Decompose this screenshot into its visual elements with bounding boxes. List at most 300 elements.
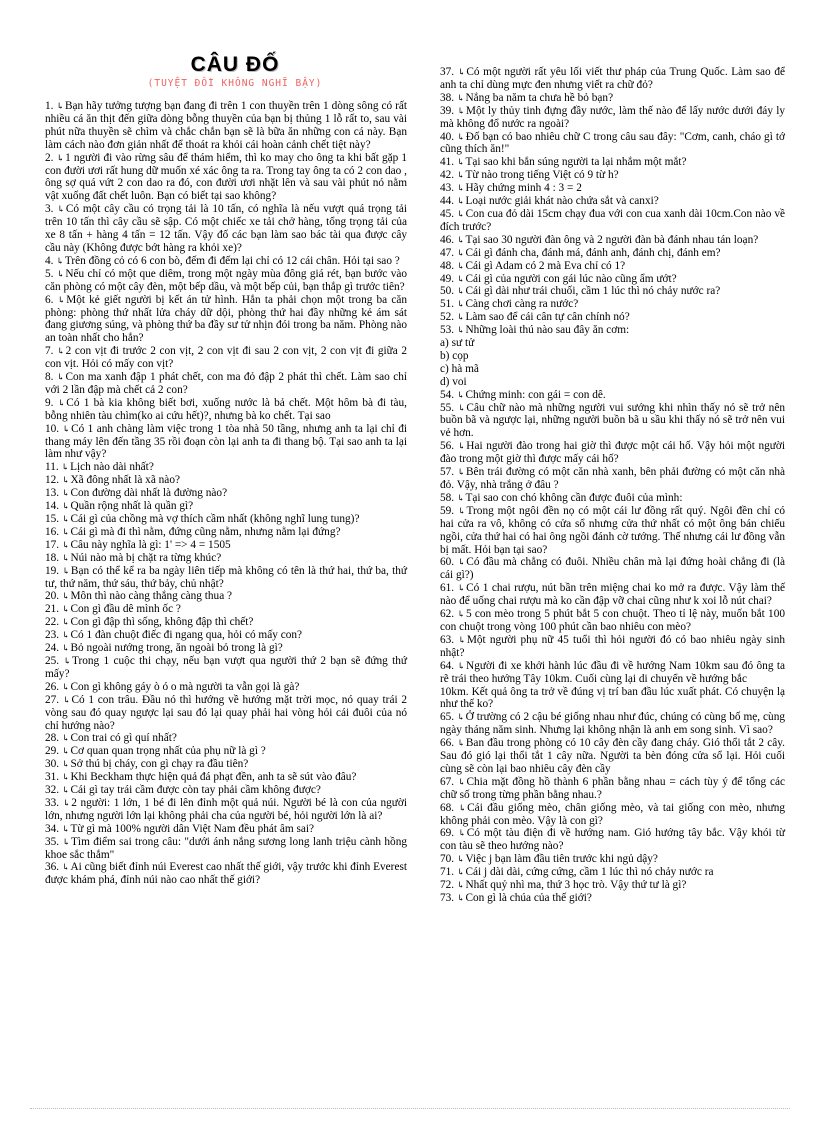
bullet-mark-icon: ↳ [457, 467, 466, 478]
riddle-item [440, 350, 785, 363]
riddle-number: 33. [45, 796, 60, 809]
riddle-text: Có 1 đàn chuột điếc đi ngang qua, hỏi có mấy con? [70, 629, 303, 642]
riddle-text: Càng chơi càng ra nước? [465, 298, 579, 311]
riddle-text: Con cua đỏ dài 15cm chạy đua với con cua xanh dài 10cm.Con nào về đích trước? [440, 207, 785, 233]
riddle-item [45, 681, 407, 694]
riddle-item [45, 255, 407, 268]
bullet-mark-icon: ↳ [456, 157, 465, 168]
riddle-item [45, 745, 407, 758]
bullet-mark-icon: ↳ [457, 583, 466, 594]
riddle-item [45, 861, 407, 887]
riddle-item [45, 268, 407, 294]
bullet-mark-icon: ↳ [61, 862, 70, 873]
bullet-mark-icon: ↳ [457, 738, 465, 749]
bullet-mark-icon: ↳ [457, 131, 465, 142]
riddle-item [45, 100, 407, 152]
riddle-text: Con ma xanh đập 1 phát chết, con ma đỏ đập 2 phát thì chết. Làm sao chỉ với 2 lần đập mà chết cả 2 con? [45, 371, 407, 396]
riddle-number: 30. [45, 758, 60, 771]
bullet-mark-icon: ↳ [61, 746, 70, 757]
riddle-text: Núi nào mà bị chặt ra từng khúc? [70, 551, 222, 564]
right-column [440, 66, 785, 905]
bullet-mark-icon: ↳ [456, 196, 465, 207]
riddle-text: Từ nào trong tiếng Việt có 9 từ h? [465, 169, 619, 182]
riddle-number: 38. [440, 91, 455, 104]
riddle-number: 18. [45, 551, 60, 564]
riddle-text: Cái gì Adam có 2 mà Eva chỉ có 1? [465, 259, 626, 272]
riddle-text: 2 người: 1 lớn, 1 bé đi lên đỉnh một quả núi. Người bé là con của người lớn, nhưng người lớn lại không phải cha của người bé, hỏi người lớn là ai? [45, 796, 407, 822]
bullet-mark-icon: ↳ [456, 325, 465, 336]
riddle-item [45, 461, 407, 474]
riddle-item [45, 513, 407, 526]
riddle-number: 48. [440, 259, 455, 272]
riddle-number: b) [440, 349, 450, 362]
riddle-number: 5. [45, 267, 54, 280]
riddle-text: Một ly thủy tinh đựng đầy nước, làm thế nào để lấy nước dưới đáy ly mà không đổ nước ra ngoài? [440, 104, 785, 130]
riddle-item [440, 311, 785, 324]
riddle-number: 50. [440, 285, 455, 298]
bullet-mark-icon: ↳ [61, 604, 70, 615]
bullet-mark-icon: ↳ [62, 836, 71, 847]
riddle-number: 27. [45, 693, 60, 706]
riddle-number: 66. [440, 737, 455, 750]
riddle-text: Bên trái đường có một căn nhà xanh, bên phải đường có một căn nhà đỏ. Vậy, nhà trắng ở đâu ? [440, 466, 785, 491]
riddle-text: Tại sao con chó không cần được đuôi của mình: [465, 491, 683, 504]
riddle-number: 14. [45, 500, 60, 513]
riddle-number: c) [440, 362, 449, 375]
riddle-item [45, 152, 407, 204]
riddle-text: Có một tàu điện đi về hướng nam. Gió hướng tây bắc. Vậy khói từ con tàu sẽ theo hướng nào? [440, 827, 785, 853]
riddle-number: 60. [440, 556, 455, 569]
riddle-item [440, 634, 785, 660]
riddle-item [440, 466, 785, 492]
bullet-mark-icon: ↳ [62, 694, 71, 705]
riddle-item [440, 492, 785, 505]
riddle-number: 46. [440, 233, 455, 246]
riddle-text: Con gì đầu dê mình ốc ? [70, 603, 181, 616]
bullet-mark-icon: ↳ [61, 630, 70, 641]
bullet-mark-icon: ↳ [457, 712, 465, 723]
riddle-number: 40. [440, 130, 455, 143]
riddle-text: Con gì không gáy ò ó o mà người ta vẫn gọi là gà? [70, 680, 300, 693]
bullet-mark-icon: ↳ [63, 655, 71, 666]
riddle-item [440, 402, 785, 441]
riddle-item [45, 474, 407, 487]
bullet-mark-icon: ↳ [456, 260, 465, 271]
riddle-number: 54. [440, 388, 455, 401]
bullet-mark-icon: ↳ [457, 505, 466, 516]
riddle-text: Sở thú bị cháy, con gì chạy ra đầu tiên? [70, 758, 249, 771]
bottom-dotted-divider [30, 1108, 790, 1109]
riddle-number: 10. [45, 422, 60, 435]
bullet-mark-icon: ↳ [456, 286, 465, 297]
bullet-mark-icon: ↳ [56, 101, 64, 111]
riddle-number: 62. [440, 608, 455, 621]
riddle-text: Có 1 anh chàng làm việc trong 1 tòa nhà 50 tầng, nhưng anh ta lại chỉ đi thang máy lên đến tầng 35 rồi đoạn còn lại anh ta đi thang bộ. Tại sao anh ta lại làm như vậy? [45, 422, 407, 461]
riddle-text: Có 1 con trâu. Đầu nó thì hướng về hướng mặt trời mọc, nó quay trái 2 vòng sau đó quay ngược lại sau đó lại quay phải hai vòng hỏi cái đuôi của nó chỉ hướng nào? [45, 693, 407, 732]
riddle-number: 16. [45, 525, 60, 538]
riddle-item [45, 526, 407, 539]
riddle-number: 44. [440, 195, 455, 208]
bullet-mark-icon: ↳ [456, 492, 465, 503]
riddle-item [45, 565, 407, 591]
bullet-mark-icon: ↳ [61, 501, 70, 512]
riddle-number: 1. [45, 100, 54, 112]
riddle-number: 9. [45, 396, 54, 409]
bullet-mark-icon: ↳ [61, 823, 70, 834]
riddle-text: 2 con vịt đi trước 2 con vịt, 2 con vịt đi sau 2 con vịt, 2 con vịt đi giữa 2 con vịt. Hỏi có mấy con vịt? [45, 345, 408, 371]
bullet-mark-icon: ↳ [61, 643, 70, 654]
riddle-item [440, 827, 785, 853]
riddle-text: cọp [452, 349, 469, 362]
riddle-item [440, 866, 785, 879]
bullet-mark-icon: ↳ [61, 488, 70, 499]
bullet-mark-icon: ↳ [57, 397, 66, 408]
bullet-mark-icon: ↳ [457, 609, 465, 620]
riddle-number: 23. [45, 629, 60, 642]
riddle-number: 45. [440, 207, 455, 220]
riddle-number: 42. [440, 169, 455, 182]
bullet-mark-icon: ↳ [61, 462, 70, 473]
riddle-number: 24. [45, 642, 60, 655]
riddle-text: Cái gì tay trái cầm được còn tay phải cầm không được? [70, 784, 321, 797]
riddle-item [440, 234, 785, 247]
riddle-item [45, 797, 407, 823]
bullet-mark-icon: ↳ [456, 893, 465, 903]
riddle-number: 41. [440, 156, 455, 169]
riddle-number: 20. [45, 590, 60, 603]
bullet-mark-icon: ↳ [456, 880, 465, 891]
riddle-text: Trên đồng cỏ có 6 con bò, đếm đi đếm lại chỉ có 12 cái chân. Hỏi tại sao ? [64, 254, 400, 267]
left-column [45, 100, 407, 887]
bullet-mark-icon: ↳ [57, 346, 65, 357]
bullet-mark-icon: ↳ [457, 402, 466, 413]
bullet-mark-icon: ↳ [61, 591, 70, 602]
riddle-item [440, 66, 785, 92]
riddle-item [440, 660, 785, 712]
bullet-mark-icon: ↳ [57, 294, 66, 305]
bullet-mark-icon: ↳ [457, 67, 466, 77]
bullet-mark-icon: ↳ [56, 372, 65, 383]
riddle-number: 71. [440, 866, 455, 879]
riddle-number: 6. [45, 293, 54, 306]
riddle-text: Đố bạn có bao nhiêu chữ C trong câu sau đây: "Cơm, canh, cháo gì tớ cũng thích ăn!" [440, 130, 785, 156]
riddle-text: Ai cũng biết đỉnh núi Everest cao nhất thế giới, vậy trước khi đỉnh Everest được khám phá, đỉnh núi nào cao nhất thế giới? [45, 861, 407, 887]
bullet-mark-icon: ↳ [457, 208, 465, 219]
riddle-text: Câu chữ nào mà những người vui sướng khi nhìn thấy nó sẽ trở nên buồn bã và ngược lại, những người buồn bã u sầu khi thấy nó sẽ trở nên vui vẻ hơn. [440, 401, 785, 440]
riddle-item [440, 195, 785, 208]
bullet-mark-icon: ↳ [56, 152, 65, 163]
riddle-number: 73. [440, 892, 455, 904]
riddle-text: hà mã [451, 362, 479, 375]
riddle-number: 58. [440, 491, 455, 504]
bullet-mark-icon: ↳ [61, 733, 70, 744]
riddle-number: 56. [440, 440, 455, 453]
bullet-mark-icon: ↳ [61, 772, 70, 783]
bullet-mark-icon: ↳ [61, 785, 70, 796]
riddle-number: 8. [45, 371, 54, 384]
riddle-item [440, 879, 785, 892]
riddle-item [45, 397, 407, 423]
bullet-mark-icon: ↳ [457, 441, 466, 452]
riddle-text: 1 người đi vào rừng sâu để thám hiểm, thì ko may cho ông ta khi bất gặp 1 con đười ươi rất hung dữ muốn xé xác ông ta ra. Trong tay ông ta có 2 con dao , ông sợ quá vứt 2 con dao ra đó, con đười ươi nhặt lên và sau vài phút nó nằm vật xuống đất chết luôn. Bạn có biết tại sao không? [45, 151, 408, 203]
riddle-number: 37. [440, 66, 455, 78]
riddle-item [440, 776, 785, 802]
riddle-item [440, 440, 785, 466]
riddle-text: Bỏ ngoài nướng trong, ăn ngoài bỏ trong là gì? [70, 642, 283, 655]
riddle-text: Việc j bạn làm đầu tiên trước khi ngủ dậy? [465, 853, 658, 866]
riddle-item [440, 131, 785, 157]
riddle-text: Con gì là chúa của thế giới? [465, 892, 592, 904]
riddle-number: 49. [440, 272, 455, 285]
riddle-item [45, 784, 407, 797]
riddle-text: Nắng ba năm ta chưa hề bỏ bạn? [465, 91, 614, 104]
riddle-number: 7. [45, 345, 54, 358]
bullet-mark-icon: ↳ [457, 776, 466, 787]
bullet-mark-icon: ↳ [61, 514, 70, 524]
bullet-mark-icon: ↳ [456, 389, 465, 400]
riddle-text: Cơ quan quan trọng nhất của phụ nữ là gì ? [70, 745, 266, 758]
riddle-text: Có đầu mà chẳng có đuôi. Nhiều chân mà lại đứng hoài chẳng đi (là cái gì?) [440, 556, 785, 582]
riddle-item [440, 105, 785, 131]
riddle-text: Cái gì mà đi thì nằm, đứng cũng nằm, nhưng nằm lại đứng? [70, 525, 341, 538]
riddle-text: Xã đông nhất là xã nào? [70, 474, 180, 487]
riddle-text: Câu này nghĩa là gì: 1' => 4 = 1505 [70, 538, 231, 551]
riddle-item [45, 642, 407, 655]
bullet-mark-icon: ↳ [61, 552, 70, 563]
riddle-text: Nhất quỷ nhì ma, thứ 3 học trò. Vậy thứ tư là gì? [465, 879, 687, 892]
riddle-text: Một người phụ nữ 45 tuổi thì hỏi người đó có bao nhiêu ngày sinh nhật? [440, 633, 785, 659]
riddle-number: 17. [45, 538, 60, 551]
riddle-item [45, 629, 407, 642]
riddle-text: Quần rộng nhất là quần gì? [70, 500, 194, 513]
bullet-mark-icon: ↳ [456, 312, 465, 323]
bullet-mark-icon: ↳ [456, 867, 465, 878]
riddle-item [45, 758, 407, 771]
riddle-number: 39. [440, 104, 455, 117]
riddle-item [45, 345, 407, 371]
riddle-number: 22. [45, 616, 60, 629]
riddle-item [45, 823, 407, 836]
riddle-number: 63. [440, 633, 455, 646]
riddle-text: Người đi xe khởi hành lúc đầu đi về hướng Nam 10km sau đó ông ta rẽ trái theo hướng Tây 10km. Cuối cùng lại di chuyển về hướng bắc 10km. Kết quả ông ta trở về đúng vị trí ban đầu lúc xuất phát. Có chuyện lạ như thế ko? [440, 659, 785, 711]
riddle-item [440, 182, 785, 195]
riddle-text: Ban đầu trong phòng có 10 cây đèn cầy đang cháy. Gió thổi tắt 2 cây. Sau đó gió lại thổi tắt 1 cây nữa. Người ta bèn đóng cửa sổ lại. Hỏi cuối cùng sẽ còn lại bao nhiêu cây đèn cầy [440, 737, 785, 775]
riddle-text: Trong một ngôi đền nọ có một cái lư đồng rất quý. Ngôi đền chỉ có hai cửa ra vô, không có cửa sổ nhưng cửa thứ nhất có một ông bán chiếu ngồi, cửa thứ hai có hai ông ngồi đánh cờ tướng. Thế nhưng cái lư đồng vẫn bị mất. Hỏi bạn tại sao? [440, 504, 786, 556]
riddle-text: Cái gì dài như trái chuối, cầm 1 lúc thì nó chảy nước ra? [465, 285, 721, 298]
riddle-number: 3. [45, 203, 54, 216]
bullet-mark-icon: ↳ [61, 617, 70, 628]
riddle-number: 70. [440, 853, 455, 866]
bullet-mark-icon: ↳ [56, 255, 64, 266]
riddle-item [45, 487, 407, 500]
riddle-number: 47. [440, 246, 455, 259]
riddle-number: 43. [440, 182, 455, 195]
riddle-text: Con trai có gì quí nhất? [70, 732, 177, 745]
bullet-mark-icon: ↳ [457, 557, 466, 568]
riddle-number: 13. [45, 487, 60, 500]
riddle-item [440, 156, 785, 169]
bullet-mark-icon: ↳ [457, 105, 465, 116]
riddle-text: Trong 1 cuộc thi chạy, nếu bạn vượt qua người thứ 2 bạn sẽ đứng thứ mấy? [45, 654, 407, 680]
riddle-text: Có một cây cầu có trọng tải là 10 tấn, có nghĩa là nếu vượt quá trọng tải trên 10 tấn thì cây cầu sẽ sập. Có một chiếc xe tải chở hàng, tổng trọng tải của xe 8 tấn + hàng 4 tấn = 12 tấn. Vậy đố các bạn làm sao bác tài qua được cây cầu này (Không được bớt hàng ra khỏi xe)? [45, 203, 407, 254]
riddle-text: Tìm điểm sai trong câu: "dưới ánh nắng sương long lanh triệu cành hồng khoe sắc thắm" [45, 835, 407, 861]
riddle-item [440, 208, 785, 234]
riddle-text: Lịch nào dài nhất? [70, 461, 154, 474]
riddle-text: Nếu chỉ có một que diêm, trong một ngày mùa đông giá rét, bạn bước vào căn phòng có một cây đèn, một bếp dầu, và một bếp củi, bạn thắp gì trước tiên? [45, 267, 408, 293]
riddle-item [440, 802, 785, 828]
riddle-number: 26. [45, 680, 60, 693]
riddle-number: 19. [45, 564, 60, 577]
page-subtitle: (TUYỆT ĐỐI KHÔNG NGHĨ BẬY) [147, 78, 323, 89]
riddle-item [440, 737, 785, 776]
riddle-item [440, 285, 785, 298]
riddle-item [440, 298, 785, 311]
riddle-text: Tại sao 30 người đàn ông và 2 người đàn bà đánh nhau tán loạn? [465, 233, 759, 246]
riddle-item [45, 371, 407, 397]
riddle-item [440, 363, 785, 376]
bullet-mark-icon: ↳ [456, 170, 465, 181]
bullet-mark-icon: ↳ [456, 247, 465, 258]
riddle-number: 52. [440, 311, 455, 324]
bullet-mark-icon: ↳ [458, 828, 466, 839]
riddle-number: 67. [440, 775, 455, 788]
bullet-mark-icon: ↳ [456, 92, 465, 103]
riddle-text: Một kẻ giết người bị kết án tử hình. Hắn ta phải chọn một trong ba căn phòng: phòng thứ nhất lửa cháy dữ dội, phòng thứ hai đầy những kẻ ám sát đang giương súng, và phòng thứ ba đầy sư tử nhịn đói trong ba năm. Phòng nào an toàn nhất cho hắn? [45, 293, 408, 345]
riddle-item [45, 590, 407, 603]
riddle-number: a) [440, 337, 449, 350]
riddle-text: Có 1 chai rượu, nút bần trên miệng chai ko mở ra được. Vậy làm thế nào để uống chai rượu mà ko cần đập vỡ chai cũng như k xoi lỗ nút chai? [440, 582, 785, 608]
bullet-mark-icon: ↳ [456, 234, 465, 245]
riddle-item [45, 294, 407, 346]
riddle-text: Khi Beckham thực hiện quả đá phạt đền, anh ta sẽ sút vào đâu? [70, 771, 357, 784]
riddle-text: Những loài thú nào sau đây ăn cơm: [465, 324, 630, 337]
riddle-number: 61. [440, 582, 455, 595]
bullet-mark-icon: ↳ [456, 183, 465, 194]
bullet-mark-icon: ↳ [61, 539, 70, 550]
riddle-item [440, 324, 785, 337]
riddle-item [440, 505, 785, 557]
riddle-number: 25. [45, 654, 60, 667]
riddle-number: 59. [440, 504, 455, 517]
bullet-mark-icon: ↳ [456, 854, 465, 865]
riddle-item [45, 732, 407, 745]
riddle-text: Cái gì của chồng mà vợ thích cầm nhất (không nghĩ lung tung)? [70, 513, 360, 525]
riddle-text: Bạn hãy tưởng tượng bạn đang đi trên 1 con thuyền trên 1 dòng sông có rất nhiều cá ăn thịt đến giữa dòng bỗng thuyền của bạn bị thủng 1 lỗ rất to, sau vài phút nữa thuyền sẽ chìm và chắc chắn bạn sẽ là bữa ăn những con cá này. Bạn làm cách nào đơn giản nhất để thoát ra khỏi cái hoàn cảnh chết tiệt này? [45, 100, 408, 151]
riddle-text: Con đường dài nhất là đường nào? [70, 487, 228, 500]
riddle-text: Chia mặt đồng hồ thành 6 phần bằng nhau = cách tùy ý để tổng các chữ số trong từng phần bằng nhau.? [440, 775, 786, 801]
riddle-number: 21. [45, 603, 60, 616]
riddle-item [440, 892, 785, 905]
bullet-mark-icon: ↳ [61, 681, 70, 692]
riddle-number: 36. [45, 861, 60, 874]
riddle-number: 64. [440, 659, 455, 672]
riddle-number: 53. [440, 324, 455, 337]
riddle-item [45, 203, 407, 255]
page-title: CÂU ĐỐ [190, 53, 280, 76]
riddle-number: 12. [45, 474, 60, 487]
riddle-text: Có một người rất yêu lối viết thư pháp của Trung Quốc. Làm sao để anh ta chỉ dùng mực đen nhưng viết ra chữ đỏ? [440, 66, 785, 91]
document-header [45, 54, 425, 90]
riddle-number: 35. [45, 835, 60, 848]
riddle-number: 4. [45, 254, 54, 267]
riddle-text: Môn thì nào càng thắng càng thua ? [70, 590, 233, 603]
riddle-number: 32. [45, 784, 60, 797]
riddle-item [45, 655, 407, 681]
riddle-text: voi [452, 375, 467, 388]
bullet-mark-icon: ↳ [57, 204, 65, 215]
bullet-mark-icon: ↳ [458, 634, 466, 645]
riddle-item [440, 582, 785, 608]
riddle-text: Hai người đào trong hai giờ thì được một cái hố. Vậy hỏi một người đào trong một giờ thì được mấy cái hố? [440, 440, 785, 466]
riddle-item [45, 552, 407, 565]
riddle-number: 28. [45, 732, 60, 745]
riddle-item [45, 836, 407, 862]
bullet-mark-icon: ↳ [61, 475, 70, 486]
riddle-text: 5 con mèo trong 5 phút bắt 5 con chuột. Theo tỉ lệ này, muốn bắt 100 con chuột trong vòng 100 phút cần bao nhiêu con mèo? [440, 608, 785, 633]
riddle-text: Ở trường có 2 cậu bé giống nhau như đúc, chúng có cùng bố mẹ, cùng ngày tháng năm sinh. Nhưng lại không nhận là anh em song sinh. Vì sao? [440, 711, 786, 737]
riddle-item [440, 337, 785, 350]
riddle-item [45, 423, 407, 462]
riddle-number: 11. [45, 461, 59, 474]
riddle-text: Cái đầu giống mèo, chân giống mèo, và tai giống con mèo, nhưng không phải con mèo. Vậy là con gì? [440, 801, 785, 827]
bullet-mark-icon: ↳ [62, 797, 71, 808]
riddle-text: Từ gì mà 100% người dân Việt Nam đều phát âm sai? [70, 822, 315, 835]
riddle-number: 31. [45, 771, 60, 784]
riddle-text: Có 1 bà kia không biết bơi, xuống nước là bả chết. Một hôm bà đi tàu, bỗng nhiên tàu chìm(ko ai cứu hết)?, nhưng bà ko chết. Tại sao [45, 396, 407, 422]
riddle-number: 65. [440, 711, 455, 724]
riddle-item [45, 694, 407, 733]
bullet-mark-icon: ↳ [62, 565, 70, 576]
riddle-item [440, 169, 785, 182]
riddle-number: 34. [45, 822, 60, 835]
riddle-item [440, 853, 785, 866]
bullet-mark-icon: ↳ [458, 802, 467, 813]
riddle-item [45, 616, 407, 629]
riddle-number: 51. [440, 298, 455, 311]
riddle-text: Hãy chứng minh 4 : 3 = 2 [465, 182, 582, 195]
riddle-text: Làm sao để cái cân tự cân chính nó? [465, 311, 630, 324]
riddle-item [440, 92, 785, 105]
riddle-item [440, 273, 785, 286]
riddle-text: Chứng minh: con gái = con dê. [465, 388, 606, 401]
riddle-item [45, 603, 407, 616]
riddle-item [440, 260, 785, 273]
riddle-item [440, 711, 785, 737]
bullet-mark-icon: ↳ [56, 268, 65, 279]
bullet-mark-icon: ↳ [62, 423, 71, 434]
riddle-text: Cái gì của người con gái lúc nào cũng ẩm ướt? [465, 272, 677, 285]
riddle-item [440, 247, 785, 260]
riddle-item [440, 608, 785, 634]
riddle-text: Tại sao khi bắn súng người ta lại nhắm một mắt? [465, 156, 687, 169]
riddle-number: d) [440, 375, 450, 388]
riddle-item [45, 771, 407, 784]
riddle-number: 72. [440, 879, 455, 892]
riddle-item [45, 539, 407, 552]
riddle-number: 29. [45, 745, 60, 758]
riddle-text: Bạn có thể kể ra ba ngày liên tiếp mà không có tên là thứ hai, thứ ba, thứ tư, thứ năm, thứ sáu, thứ bảy, chủ nhật? [45, 564, 407, 590]
riddle-number: 15. [45, 513, 60, 525]
riddle-text: sư tử [451, 337, 475, 350]
riddle-text: Cái j dài dài, cứng cứng, cầm 1 lúc thì nó chảy nước ra [465, 866, 714, 879]
riddle-text: Con gì đập thì sống, không đập thì chết? [70, 616, 254, 629]
riddle-number: 55. [440, 401, 455, 414]
bullet-mark-icon: ↳ [61, 526, 70, 537]
riddle-item [440, 389, 785, 402]
riddle-item [440, 556, 785, 582]
riddle-item [45, 500, 407, 513]
riddle-text: Cái gì đánh cha, đánh má, đánh anh, đánh chị, đánh em? [465, 246, 721, 259]
